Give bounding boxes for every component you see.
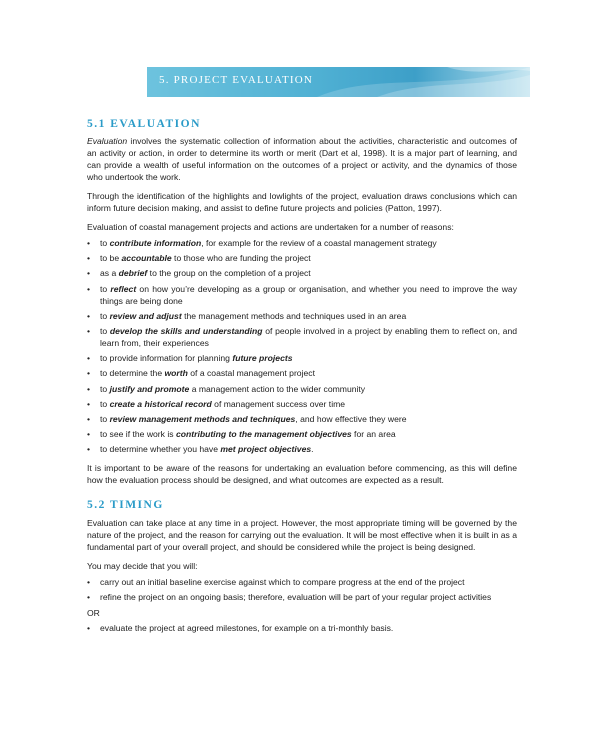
bullet-icon: •: [87, 268, 91, 279]
bullet-icon: •: [87, 368, 91, 379]
bullet-icon: •: [87, 353, 91, 364]
reason-text: of management success over time: [211, 398, 346, 409]
reason-item: [87, 398, 517, 410]
evaluation-paragraph-4: It is important to be aware of the reasons for undertaking an evaluation before commencing, as this will define how the evaluation process should be designed, and what outcomes are expected as a result.: [87, 463, 517, 486]
timing-option-item: [87, 622, 517, 634]
reason-emphasis: contributing to the management objectives: [175, 429, 352, 440]
reason-text: , and how effective they were: [295, 413, 407, 424]
evaluation-paragraph-3: Evaluation of coastal management projects and actions are undertaken for a number of reasons:: [87, 222, 454, 232]
reason-text: to: [100, 413, 110, 424]
section-banner: [147, 67, 530, 97]
reason-emphasis: review and adjust: [109, 310, 182, 321]
reason-text: as a: [100, 268, 119, 279]
reason-text: for an area: [351, 429, 396, 440]
timing-option-item: [87, 576, 517, 588]
or-separator: OR: [87, 607, 100, 618]
reason-text: to see if the work is: [100, 429, 176, 440]
reason-emphasis: future projects: [232, 353, 293, 364]
reason-emphasis: contribute information: [109, 238, 202, 248]
timing-options-list-2: [87, 622, 517, 634]
reason-text: to: [100, 398, 110, 409]
reason-text: , for example for the review of a coastal management strategy: [201, 238, 437, 248]
reason-item: [87, 267, 517, 279]
section-heading-evaluation: 5.1 EVALUATION: [87, 118, 201, 130]
reason-emphasis: met project objectives: [220, 444, 312, 455]
timing-paragraph-2: You may decide that you will:: [87, 561, 198, 572]
timing-option-item: [87, 591, 517, 603]
reason-text: to: [100, 325, 110, 336]
reason-emphasis: reflect: [110, 283, 137, 294]
reason-emphasis: create a historical record: [109, 398, 212, 409]
reason-text: to: [100, 283, 111, 294]
evaluation-paragraph-2: Through the identification of the highlights and lowlights of the project, evaluation draws conclusions which can inform future decision making, and assist to define future projects and policies (Patton, 1997).: [87, 191, 517, 213]
reason-text: of a coastal management project: [187, 368, 315, 379]
reason-text: on how you’re developing as a group or organisation, and whether you need to improve the way things are being done: [100, 283, 517, 306]
reason-text: to determine whether you have: [100, 444, 221, 455]
evaluation-paragraph-1: [87, 135, 517, 183]
reason-text: to be: [100, 253, 122, 264]
timing-option-text: refine the project on an ongoing basis; therefore, evaluation will be part of your regular project activities: [100, 592, 492, 603]
page-content: [87, 118, 517, 641]
reason-emphasis: accountable: [121, 253, 172, 264]
reason-item: [87, 443, 517, 455]
bullet-icon: •: [87, 398, 91, 409]
reason-text: a management action to the wider community: [189, 383, 366, 394]
timing-paragraph-1: Evaluation can take place at any time in a project. However, the most appropriate timing will be governed by the nature of the project, and the reason for carrying out the evaluation. It will be most effective when it is built in as a fundamental part of your overall project, and should be considered while the project is being designed.: [87, 518, 517, 553]
reason-item: [87, 413, 517, 425]
reason-item: [87, 383, 517, 395]
bullet-icon: •: [87, 592, 91, 603]
bullet-icon: •: [87, 622, 91, 633]
reason-emphasis: worth: [164, 368, 188, 379]
banner-title: 5. PROJECT EVALUATION: [159, 74, 314, 86]
bullet-icon: •: [87, 238, 91, 248]
evaluation-term: Evaluation: [87, 136, 128, 146]
reason-emphasis: debrief: [118, 268, 148, 279]
reason-text: to the group on the completion of a project: [147, 268, 311, 279]
reason-emphasis: develop the skills and understanding: [109, 325, 263, 336]
bullet-icon: •: [87, 444, 91, 455]
bullet-icon: •: [87, 283, 91, 294]
reason-item: [87, 367, 517, 379]
reason-emphasis: review management methods and techniques: [109, 413, 296, 424]
timing-option-text: evaluate the project at agreed milestones, for example on a tri-monthly basis.: [100, 622, 394, 633]
bullet-icon: •: [87, 429, 91, 440]
reason-text: to those who are funding the project: [171, 253, 311, 264]
bullet-icon: •: [87, 325, 91, 336]
bullet-icon: •: [87, 413, 91, 424]
reason-item: [87, 237, 517, 249]
reason-text: to determine the: [100, 368, 165, 379]
reason-item: [87, 428, 517, 440]
reason-emphasis: justify and promote: [109, 383, 190, 394]
bullet-icon: •: [87, 383, 91, 394]
reason-text: to: [100, 383, 110, 394]
reason-item: [87, 252, 517, 264]
reason-item: [87, 352, 517, 364]
reason-text: to: [100, 310, 110, 321]
reason-item: [87, 310, 517, 322]
bullet-icon: •: [87, 310, 91, 321]
bullet-icon: •: [87, 577, 91, 588]
bullet-icon: •: [87, 253, 91, 264]
evaluation-paragraph-1-text: involves the systematic collection of information about the activities, characteristic and outcomes of an activity or action, in order to determine its worth or merit (Dart et al, 1998). It is a major part of learning, and can provide a wealth of useful information on the outcomes of a project or activity, and the dynamics of those who undertook the work.: [87, 136, 517, 182]
reason-text: .: [311, 444, 314, 455]
timing-options-list: [87, 576, 517, 603]
timing-option-text: carry out an initial baseline exercise against which to compare progress at the end of the project: [100, 577, 465, 588]
reason-text: to: [100, 238, 110, 248]
reason-item: [87, 325, 517, 349]
reasons-list: [87, 237, 517, 455]
section-heading-timing: 5.2 TIMING: [87, 499, 164, 512]
reason-text: of people involved in a project by enabling them to reflect on, and learn from, their experiences: [100, 325, 517, 348]
reason-text: the management methods and techniques used in an area: [181, 310, 407, 321]
reason-item: [87, 283, 517, 307]
reason-text: to provide information for planning: [100, 353, 233, 364]
